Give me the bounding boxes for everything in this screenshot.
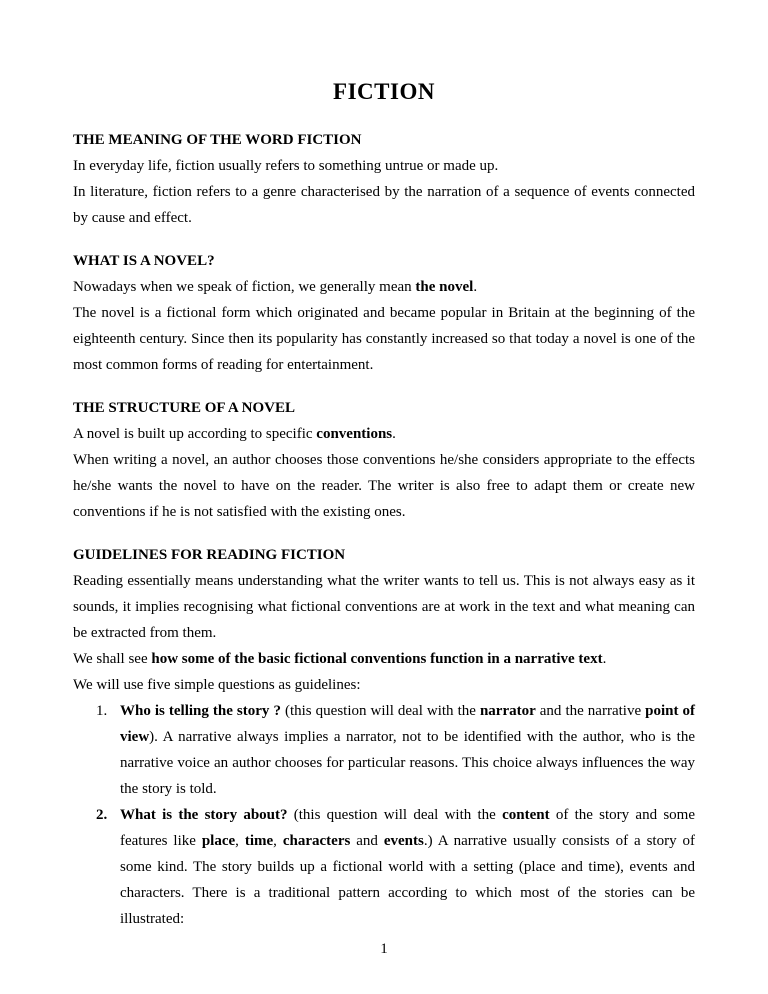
paragraph: The novel is a fictional form which originated and became popular in Britain at the beginning of the eighteenth century. Since then its popularity has constantly increased so that today a novel is one of the most common forms of reading for entertainment. [73, 304, 695, 373]
paragraph: A novel is built up according to specific conventions. [73, 425, 396, 442]
list-item-number: 2. [96, 806, 108, 823]
page-number: 1 [380, 941, 388, 957]
paragraph: Nowadays when we speak of fiction, we generally mean the novel. [73, 278, 478, 295]
section-heading: THE STRUCTURE OF A NOVEL [73, 399, 295, 416]
paragraph: We will use five simple questions as guidelines: [73, 676, 361, 693]
section-structure-of-a-novel [73, 395, 695, 525]
paragraph: In literature, fiction refers to a genre characterised by the narration of a sequence of events connected by cause and effect. [73, 183, 695, 226]
section-what-is-a-novel [73, 248, 695, 378]
section-meaning-of-fiction [73, 127, 695, 231]
paragraph: In everyday life, fiction usually refers to something untrue or made up. [73, 157, 499, 174]
list-item [73, 698, 695, 802]
section-guidelines-for-reading-fiction [73, 542, 695, 932]
document-title: FICTION [333, 79, 435, 104]
list-item-text: What is the story about? (this question will deal with the content of the story and some features like place, time, characters and events.) A narrative usually consists of a story of some kind. The story builds up a fictional world with a setting (place and time), events and characters. There is a traditional pattern according to which most of the stories can be illustrated: [120, 806, 696, 927]
section-heading: WHAT IS A NOVEL? [73, 252, 215, 269]
list-item-number: 1. [96, 702, 108, 719]
list-item [73, 802, 695, 932]
list-item-text: Who is telling the story ? (this question will deal with the narrator and the narrative point of view). A narrative always implies a narrator, not to be identified with the author, who is the narrative voice an author chooses for particular reasons. This choice always influences the way the story is told. [120, 702, 696, 797]
paragraph: When writing a novel, an author chooses those conventions he/she considers appropriate to the effects he/she wants the novel to have on the reader. The writer is also free to adapt them or create new conventions if he is not satisfied with the existing ones. [73, 451, 695, 520]
section-heading: THE MEANING OF THE WORD FICTION [73, 131, 362, 148]
paragraph: Reading essentially means understanding what the writer wants to tell us. This is not always easy as it sounds, it implies recognising what fictional conventions are at work in the text and what meaning can be extracted from them. [73, 572, 695, 641]
section-heading: GUIDELINES FOR READING FICTION [73, 546, 346, 563]
paragraph: We shall see how some of the basic fictional conventions function in a narrative text. [73, 650, 607, 667]
